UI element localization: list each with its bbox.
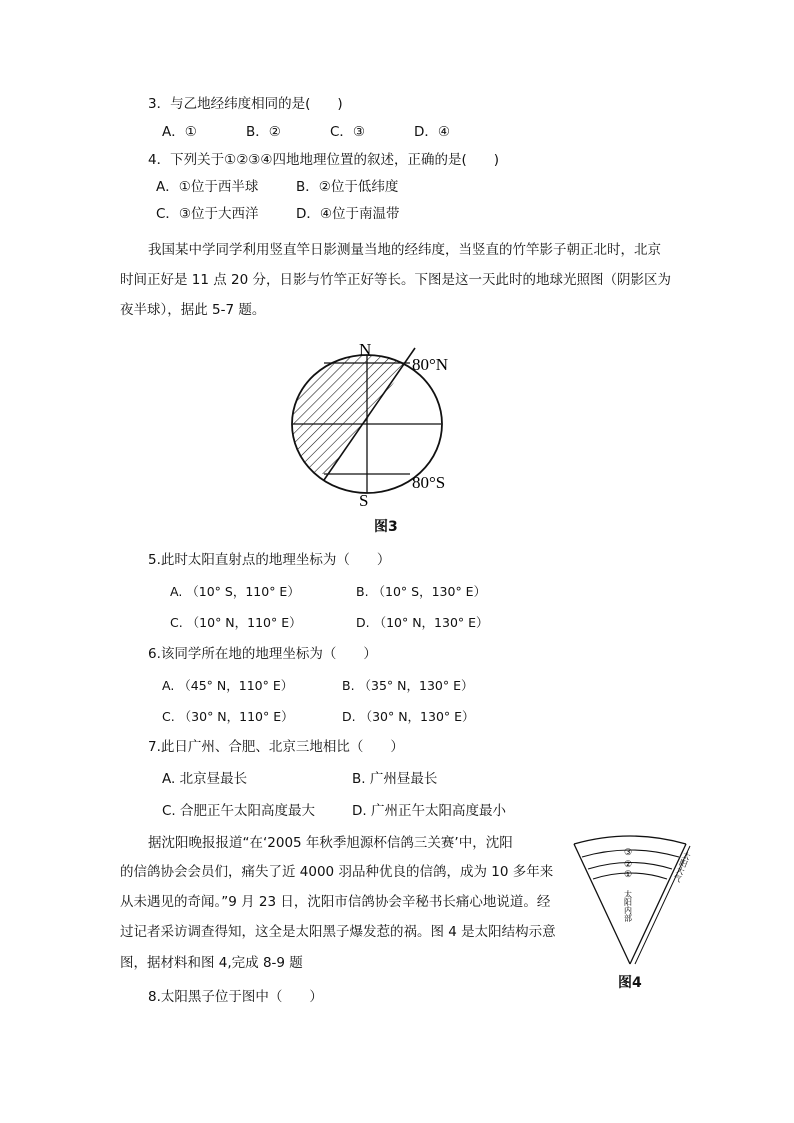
intro2-line-4: 过记者采访调查得知，这全是太阳黑子爆发惹的祸。图 4 是太阳结构示意: [120, 924, 556, 940]
outer-label: 太阳大气: [671, 850, 693, 884]
q4-option-b: B．②位于低纬度: [296, 179, 399, 195]
q5-option-b: B. （10° S，130° E）: [356, 584, 487, 599]
q6-stem: 6.该同学所在地的地理坐标为（ ）: [148, 646, 377, 662]
q5-option-d: D. （10° N，130° E）: [356, 615, 489, 630]
layer-1-label: ①: [624, 869, 633, 879]
label-s: S: [359, 491, 369, 508]
fig3-earth-illumination-diagram: [280, 338, 480, 508]
intro1-line-1: 我国某中学同学利用竖直竿日影测量当地的经纬度，当竖直的竹竿影子朝正北时，北京: [148, 242, 661, 258]
q6-option-d: D. （30° N，130° E）: [342, 709, 475, 724]
q3-option-b: B．②: [246, 124, 281, 140]
night-hemisphere-shading: [280, 338, 415, 474]
q4-option-d: D．④位于南温带: [296, 206, 400, 222]
right-edge: [630, 844, 686, 964]
q6-option-b: B. （35° N，130° E）: [342, 678, 474, 693]
q3-option-c: C．③: [330, 124, 366, 140]
q3-stem: 3．与乙地经纬度相同的是( ): [148, 96, 343, 112]
inner-label: 太阳内部: [623, 890, 633, 922]
q4-option-c: C．③位于大西洋: [156, 206, 259, 222]
q4-stem: 4．下列关于①②③④四地地理位置的叙述，正确的是( ): [148, 152, 500, 168]
q3-option-a: A．①: [162, 124, 197, 140]
q4-option-a: A．①位于西半球: [156, 179, 259, 195]
fig3-caption: 图3: [374, 519, 398, 535]
layer-3-label: ③: [624, 847, 633, 857]
intro1-line-2: 时间正好是 11 点 20 分，日影与竹竿正好等长。下图是这一天此时的地球光照图（阴影区为: [120, 272, 672, 288]
q7-option-d: D. 广州正午太阳高度最小: [352, 803, 506, 819]
q3-option-d: D．④: [414, 124, 450, 140]
label-n: N: [359, 340, 372, 359]
intro2-line-5: 图，据材料和图 4,完成 8-9 题: [120, 955, 303, 971]
intro2-line-2: 的信鸽协会会员们，痛失了近 4000 羽品种优良的信鸽，成为 10 多年来: [120, 864, 554, 880]
fig4-sun-structure-diagram: [568, 832, 708, 972]
q6-option-a: A. （45° N，110° E）: [162, 678, 294, 693]
q7-option-c: C. 合肥正午太阳高度最大: [162, 803, 316, 819]
intro2-line-1: 据沈阳晚报报道“在‘2005 年秋季旭源杯信鸽三关赛’中，沈阳: [148, 835, 513, 851]
outer-arc: [574, 836, 686, 844]
q5-option-c: C. （10° N，110° E）: [170, 615, 302, 630]
fig4-caption: 图4: [618, 975, 642, 991]
q6-option-c: C. （30° N，110° E）: [162, 709, 294, 724]
layer-2-label: ②: [624, 859, 633, 869]
q7-option-a: A. 北京昼最长: [162, 771, 248, 787]
q7-option-b: B. 广州昼最长: [352, 771, 438, 787]
label-80s: 80°S: [412, 473, 446, 492]
q7-stem: 7.此日广州、合肥、北京三地相比（ ）: [148, 739, 404, 755]
intro1-line-3: 夜半球），据此 5-7 题。: [120, 302, 266, 318]
q8-stem: 8.太阳黑子位于图中（ ）: [148, 989, 323, 1005]
q5-option-a: A. （10° S，110° E）: [170, 584, 300, 599]
intro2-line-3: 从未遇见的奇闻。”9 月 23 日，沈阳市信鸽协会辛秘书长痛心地说道。经: [120, 894, 551, 910]
label-80n: 80°N: [412, 355, 449, 374]
q5-stem: 5.此时太阳直射点的地理坐标为（ ）: [148, 552, 391, 568]
left-edge: [574, 844, 633, 964]
